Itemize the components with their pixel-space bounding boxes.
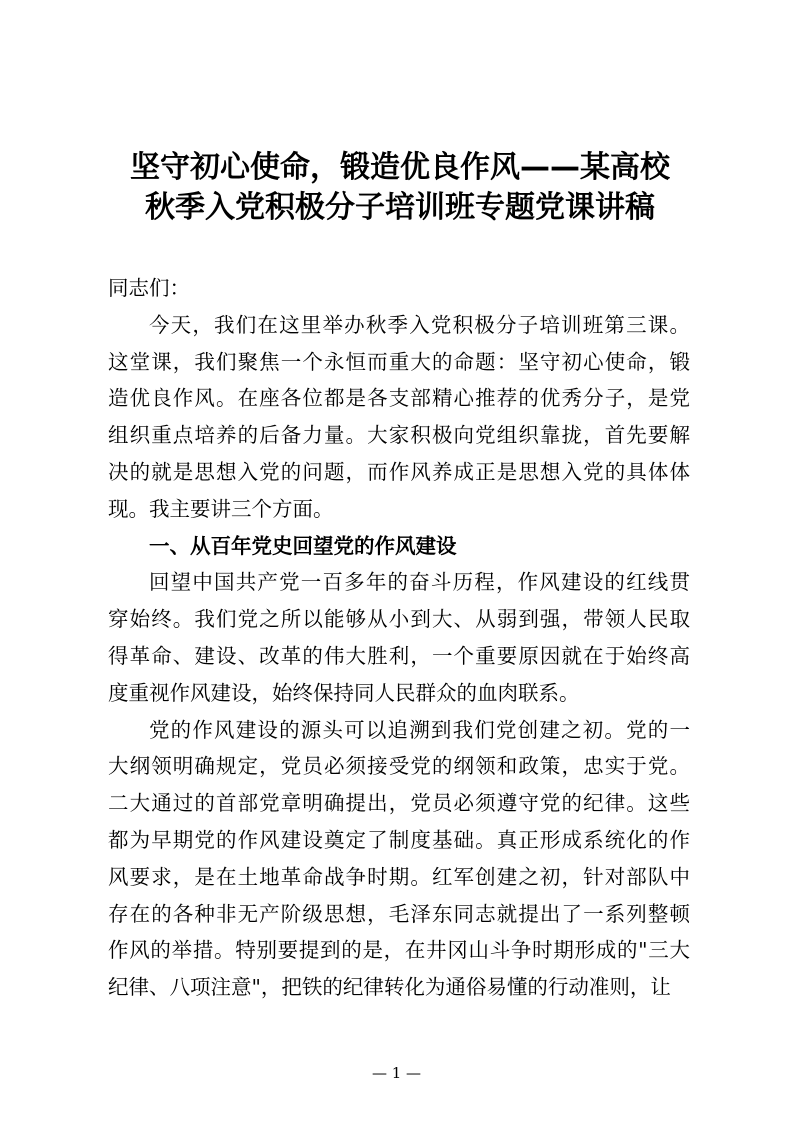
text-line: 度重视作风建设，始终保持同人民群众的血肉联系。	[108, 680, 580, 705]
paragraph	[108, 307, 690, 528]
text-line: 决的就是思想入党的问题，而作风养成正是思想入党的具体体	[108, 459, 690, 484]
text-line: 组织重点培养的后备力量。大家积极向党组织靠拢，首先要解	[108, 423, 690, 448]
text-line: 存在的各种非无产阶级思想，毛泽东同志就提出了一系列整顿	[108, 901, 690, 926]
text-line: 这堂课，我们聚焦一个永恒而重大的命题：坚守初心使命，锻	[108, 349, 690, 374]
text-line: 现。我主要讲三个方面。	[108, 496, 334, 521]
section-heading	[108, 528, 690, 565]
paragraph	[108, 564, 690, 711]
text-line: 造优良作风。在座各位都是各支部精心推荐的优秀分子，是党	[108, 386, 690, 411]
text-line: 二大通过的首部党章明确提出，党员必须遵守党的纪律。这些	[108, 791, 690, 816]
text-line: 风要求，是在土地革命战争时期。红军创建之初，针对部队中	[108, 864, 690, 889]
paragraph	[108, 712, 690, 1006]
text-line: 大纲领明确规定，党员必须接受党的纲领和政策，忠实于党。	[108, 754, 690, 779]
text-line: 得革命、建设、改革的伟大胜利，一个重要原因就在于始终高	[108, 643, 690, 668]
text-line: 党的作风建设的源头可以追溯到我们党创建之初。党的一	[149, 717, 690, 742]
text-line: 回望中国共产党一百多年的奋斗历程，作风建设的红线贯	[149, 570, 690, 595]
title-line-2: 秋季入党积极分子培训班专题党课讲稿	[145, 190, 655, 225]
text-line: 都为早期党的作风建设奠定了制度基础。真正形成系统化的作	[108, 827, 690, 852]
text-line: 今天，我们在这里举办秋季入党积极分子培训班第三课。	[149, 312, 690, 337]
text-line: 纪律、八项注意"，把铁的纪律转化为通俗易懂的行动准则，让	[108, 975, 671, 1000]
salutation: 同志们：	[108, 276, 190, 300]
document-body	[108, 270, 690, 1006]
text-line: 穿始终。我们党之所以能够从小到大、从弱到强，带领人民取	[108, 607, 690, 632]
page-number: — 1 —	[371, 1064, 422, 1082]
document-title	[100, 148, 700, 228]
text-line: 作风的举措。特别要提到的是，在井冈山斗争时期形成的"三大	[108, 938, 690, 963]
text-line: 一、从百年党史回望党的作风建设	[149, 533, 457, 558]
title-line-1: 坚守初心使命，锻造优良作风——某高校	[130, 150, 670, 185]
